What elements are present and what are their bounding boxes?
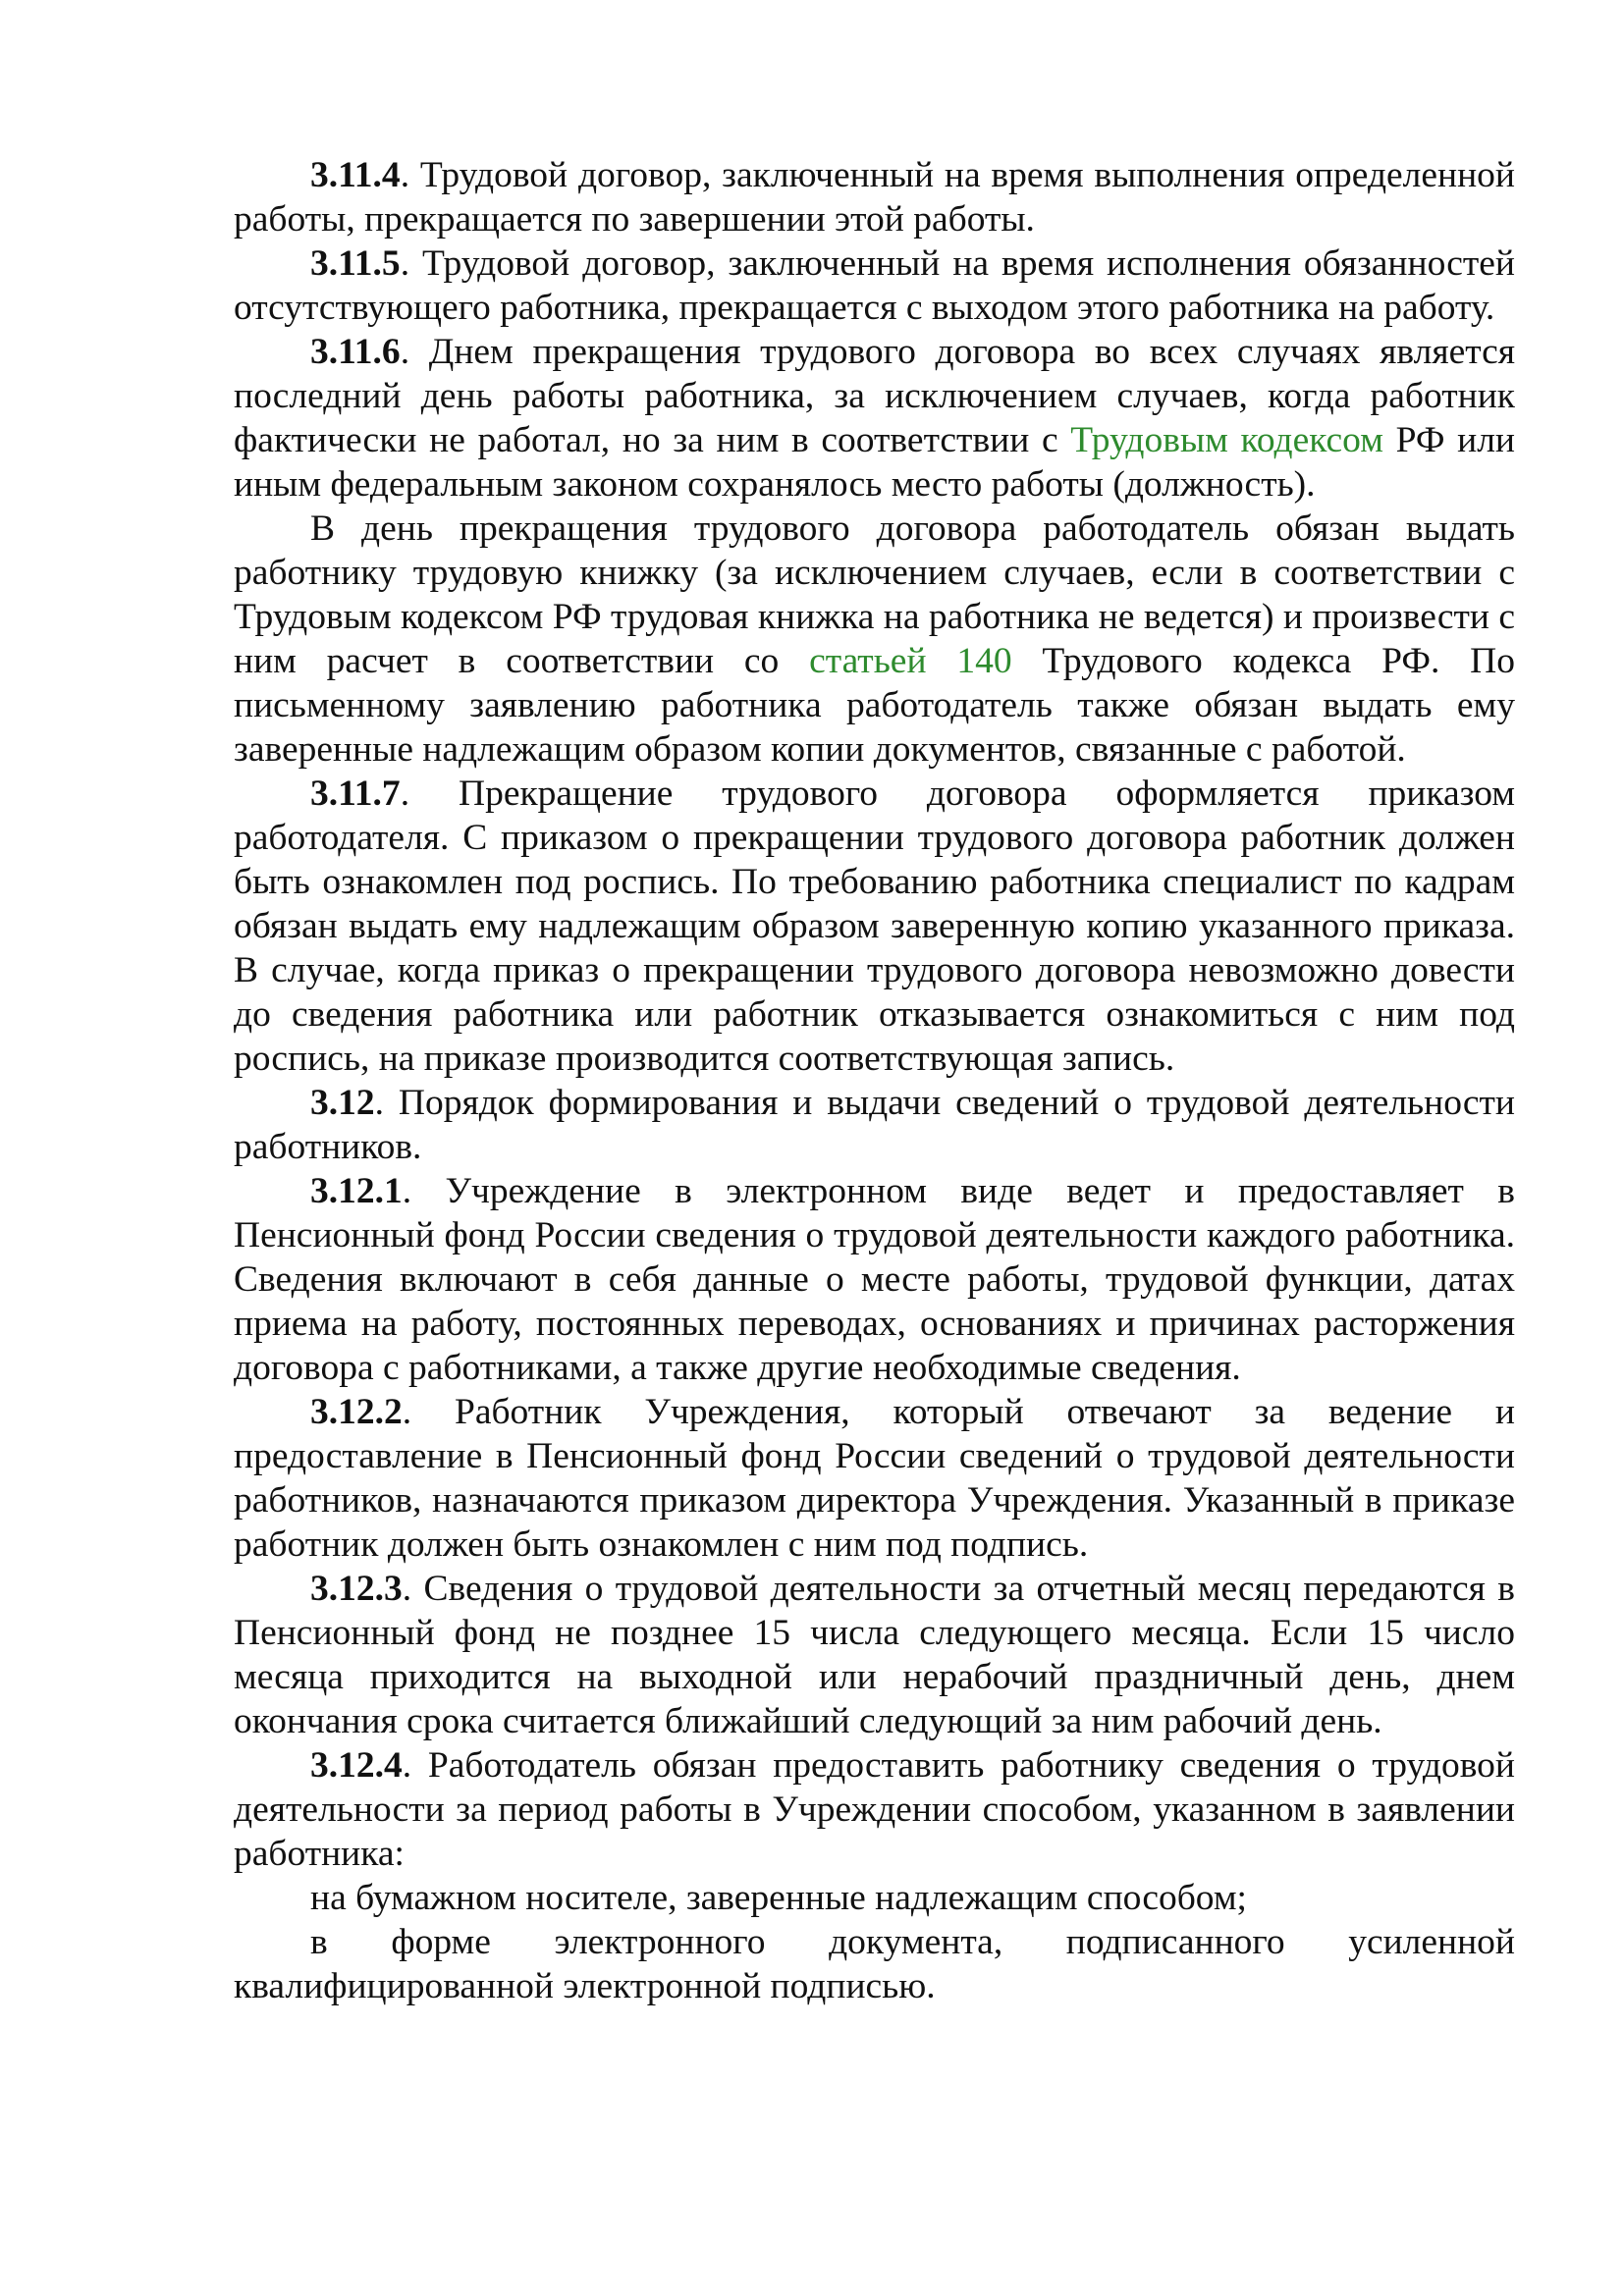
paragraph-3-12-3	[234, 1567, 1515, 1743]
paragraph-text: . Прекращение трудового договора оформляется приказом работодателя. С приказом о прекращении трудового договора работник должен быть ознакомлен под роспись. По требованию работника специалист по кадрам обязан выдать ему надлежащим образом заверенную копию указанного приказа. В случае, когда приказ о прекращении трудового договора невозможно довести до сведения работника или работник отказывается ознакомиться с ним под роспись, на приказе производится соответствующая запись.	[234, 774, 1515, 1079]
item-number: 3.12.2	[310, 1392, 403, 1432]
paragraph-3-11-5	[234, 241, 1515, 330]
paragraph-3-12-1	[234, 1169, 1515, 1390]
paragraph-3-11-4	[234, 153, 1515, 241]
item-number: 3.11.7	[310, 774, 401, 814]
item-number: 3.11.5	[310, 243, 401, 284]
item-number: 3.12.3	[310, 1569, 403, 1609]
list-option-paper	[234, 1876, 1515, 1920]
paragraph-text: . Трудовой договор, заключенный на время исполнения обязанностей отсутствующего работника, прекращается с выходом этого работника на работу.	[234, 243, 1515, 328]
paragraph-text: в форме электронного документа, подписанного усиленной квалифицированной электронной подписью.	[234, 1922, 1515, 2006]
paragraph-text: . Работодатель обязан предоставить работнику сведения о трудовой деятельности за период работы в Учреждении способом, указанном в заявлении работника:	[234, 1745, 1515, 1874]
paragraph-termination-day	[234, 507, 1515, 772]
list-option-electronic	[234, 1920, 1515, 2008]
paragraph-text: . Работник Учреждения, который отвечают за ведение и предоставление в Пенсионный фонд России сведений о трудовой деятельности работников, назначаются приказом директора Учреждения. Указанный в приказе работник должен быть ознакомлен с ним под подпись.	[234, 1392, 1515, 1565]
item-number: 3.12	[310, 1083, 375, 1123]
paragraph-text: В день прекращения трудового договора работодатель обязан выдать работнику трудовую книжку (за исключением случаев, если в соответствии с Трудовым кодексом РФ трудовая книжка на работника не ведется) и произвести с ним расчет в соответствии со	[234, 508, 1515, 681]
paragraph-3-11-6	[234, 330, 1515, 507]
labor-code-link[interactable]: Трудовым кодексом	[1070, 420, 1383, 460]
document-body	[234, 153, 1515, 2008]
paragraph-text: РФ или иным федеральным законом сохранялось место работы (должность).	[234, 420, 1515, 505]
paragraph-3-12-2	[234, 1390, 1515, 1567]
article-140-link[interactable]: статьей 140	[809, 641, 1012, 681]
paragraph-text: . Учреждение в электронном виде ведет и предоставляет в Пенсионный фонд России сведения о трудовой деятельности каждого работника. Сведения включают в себя данные о месте работы, трудовой функции, датах приема на работу, постоянных переводах, основаниях и причинах расторжения договора с работниками, а также другие необходимые сведения.	[234, 1171, 1515, 1388]
paragraph-3-12	[234, 1081, 1515, 1169]
paragraph-text: . Трудовой договор, заключенный на время выполнения определенной работы, прекращается по завершении этой работы.	[234, 155, 1515, 240]
item-number: 3.11.4	[310, 155, 401, 195]
paragraph-3-11-7	[234, 772, 1515, 1081]
item-number: 3.12.4	[310, 1745, 403, 1786]
paragraph-text: . Сведения о трудовой деятельности за отчетный месяц передаются в Пенсионный фонд не позднее 15 числа следующего месяца. Если 15 число месяца приходится на выходной или нерабочий праздничный день, днем окончания срока считается ближайший следующий за ним рабочий день.	[234, 1569, 1515, 1741]
paragraph-text: на бумажном носителе, заверенные надлежащим способом;	[310, 1878, 1247, 1918]
paragraph-text: . Порядок формирования и выдачи сведений о трудовой деятельности работников.	[234, 1083, 1515, 1167]
item-number: 3.11.6	[310, 332, 401, 372]
paragraph-3-12-4	[234, 1743, 1515, 1876]
paragraph-text: Трудового кодекса РФ. По письменному заявлению работника работодатель также обязан выдать ему заверенные надлежащим образом копии документов, связанные с работой.	[234, 641, 1515, 770]
paragraph-text: . Днем прекращения трудового договора во всех случаях является последний день работы работника, за исключением случаев, когда работник фактически не работал, но за ним в соответствии с	[234, 332, 1515, 460]
item-number: 3.12.1	[310, 1171, 403, 1211]
